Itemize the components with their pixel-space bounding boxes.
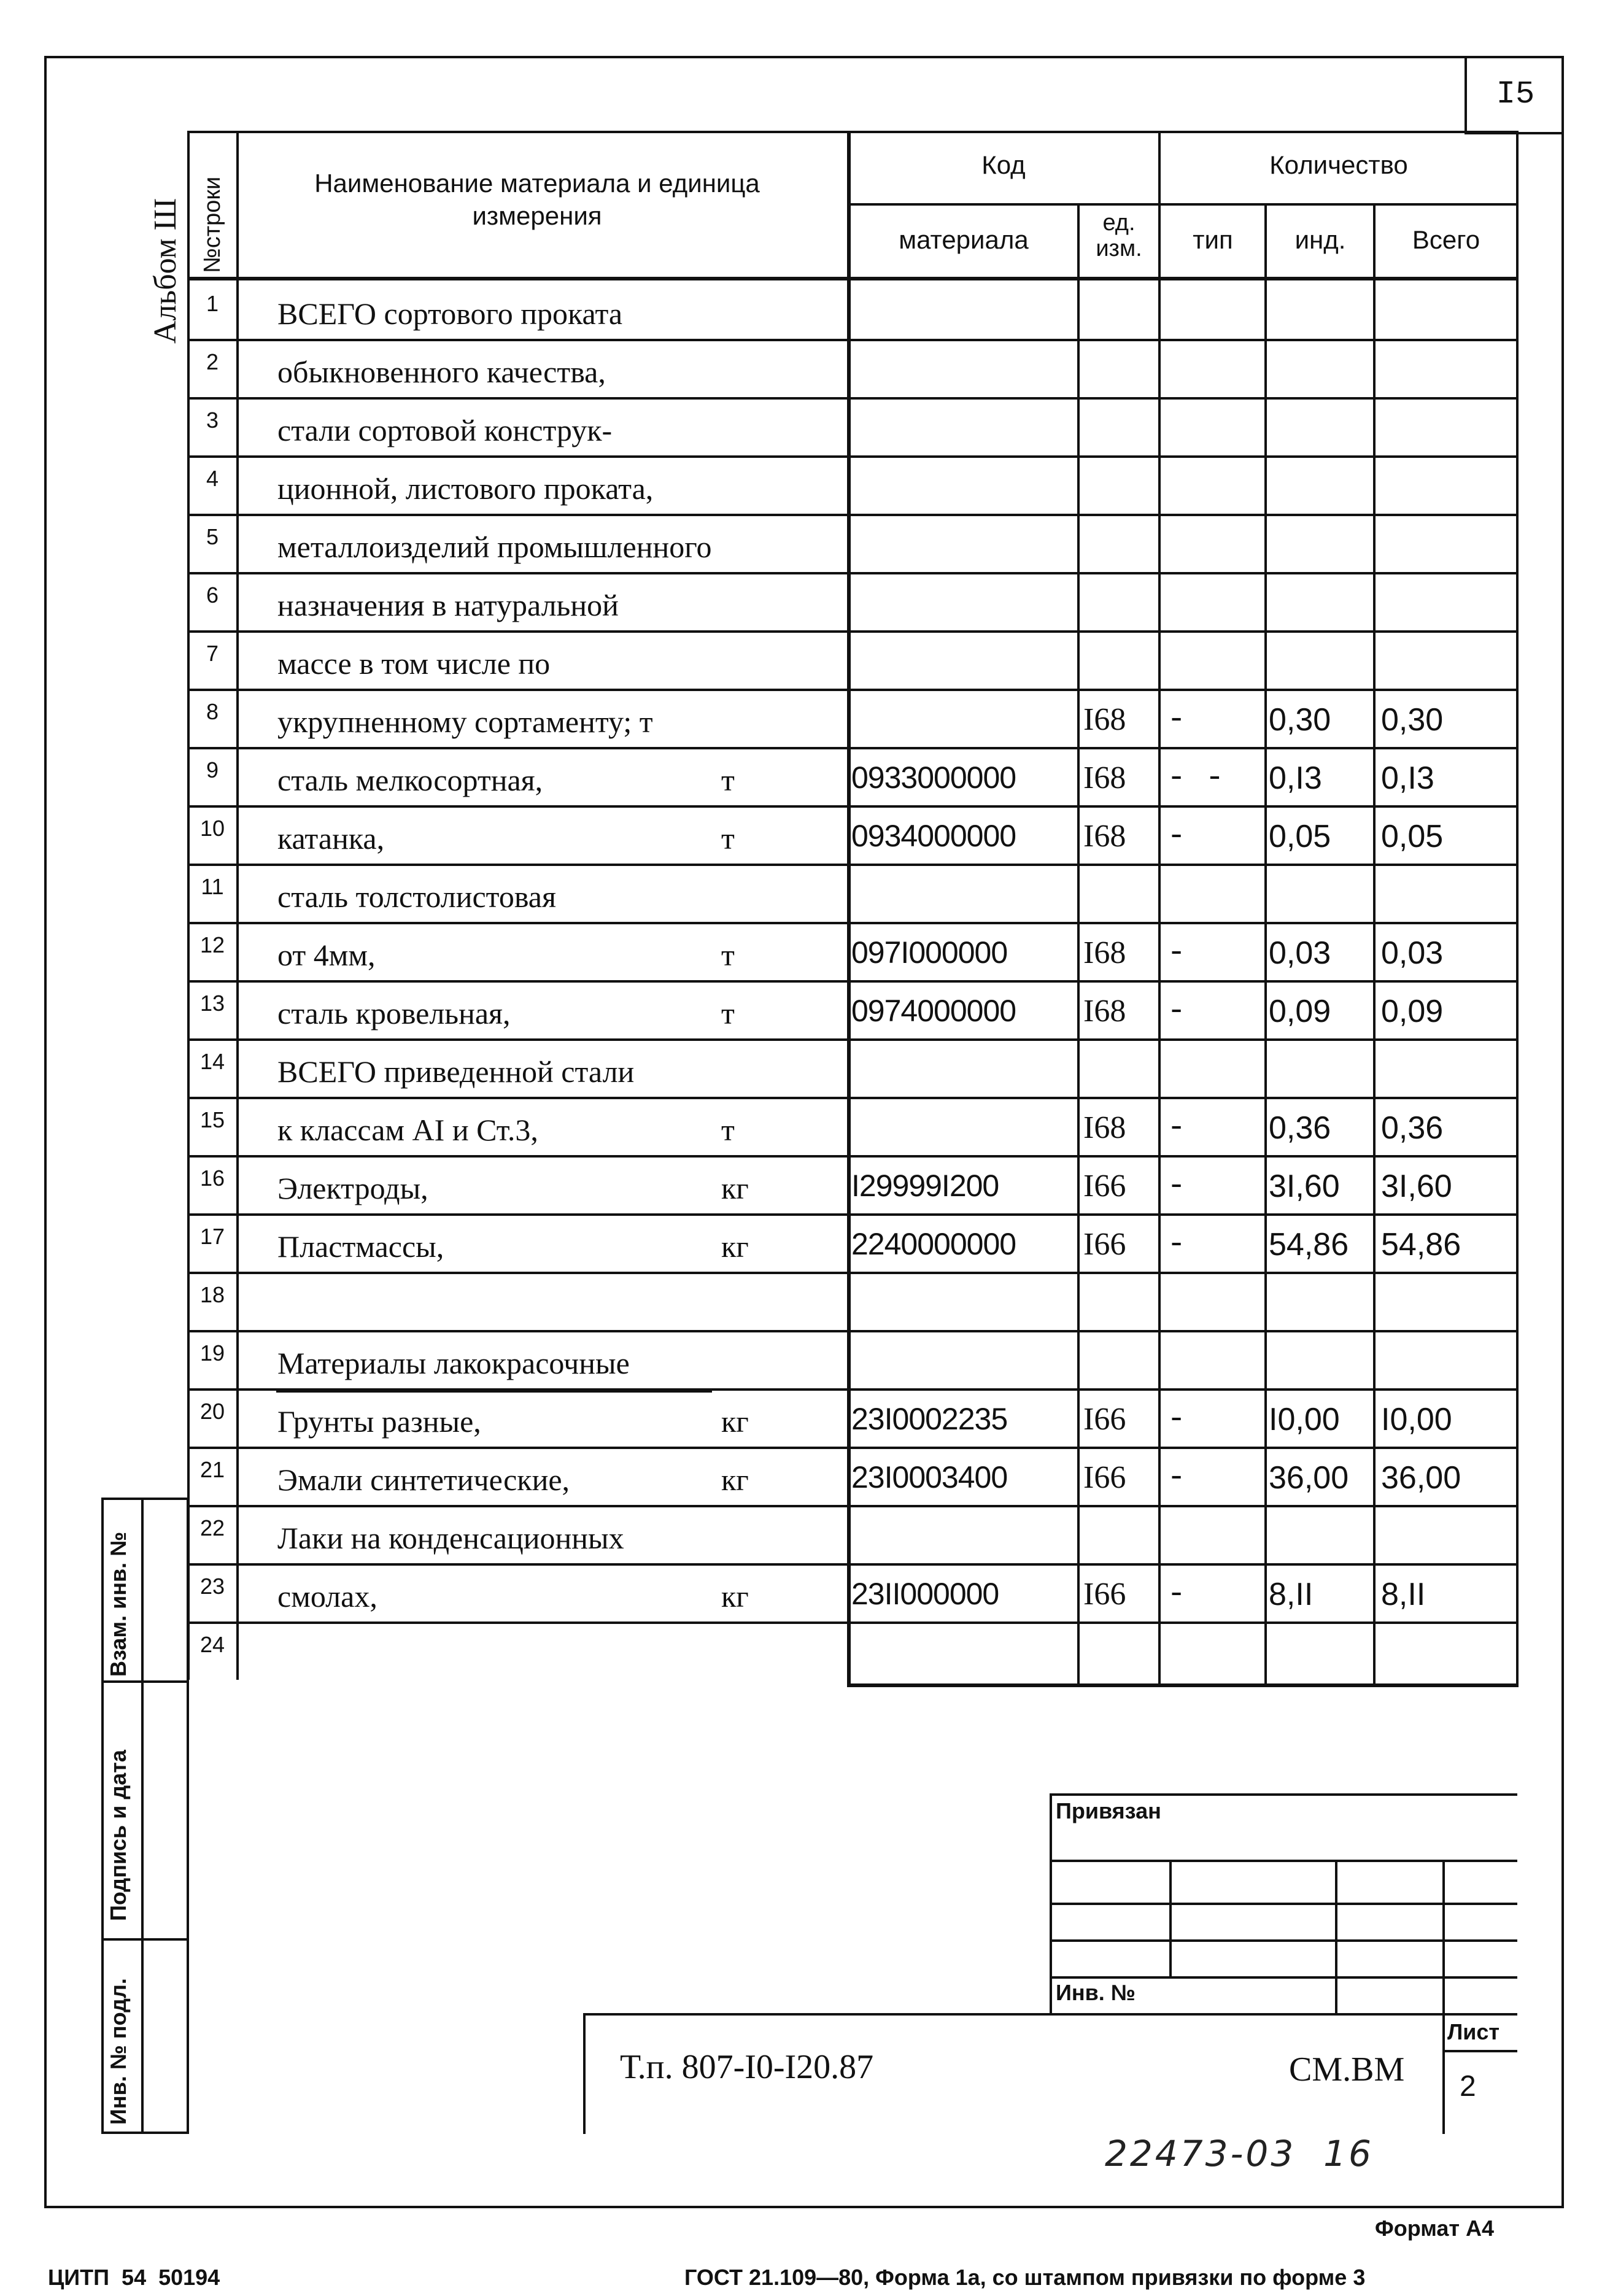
- row-number: 6: [206, 582, 219, 608]
- row-name: сталь кровельная,: [277, 996, 511, 1030]
- tip-header: тип: [1193, 225, 1233, 254]
- name-header: Наименование материала и единица измерения: [314, 169, 760, 230]
- stamp-line: [1442, 2050, 1517, 2052]
- table-row: [187, 630, 1519, 689]
- row-number: 11: [201, 874, 224, 899]
- footer-gost: ГОСТ 21.109—80, Форма 1а, со штампом привязки по форме 3: [684, 2265, 1366, 2290]
- row-name: катанка,: [277, 821, 385, 856]
- row-unit-name: т: [721, 996, 735, 1030]
- table-row: [187, 1330, 1519, 1388]
- row-number: 1: [206, 291, 219, 316]
- row-total: I0,00: [1381, 1402, 1452, 1437]
- table-row: [187, 689, 1519, 747]
- row-unit-name: т: [721, 1113, 735, 1147]
- row-unit-name: т: [721, 763, 735, 797]
- row-number: 21: [199, 1457, 225, 1482]
- row-number: 9: [206, 757, 219, 783]
- doc-mark: СМ.ВМ: [1289, 2051, 1405, 2089]
- row-number: 15: [199, 1107, 225, 1132]
- row-name: к классам АI и Ст.3,: [277, 1113, 538, 1147]
- row-number: 22: [199, 1515, 225, 1540]
- list-value: 2: [1460, 2070, 1476, 2103]
- row-name: укрупненному сортаменту; т: [277, 705, 653, 739]
- footer-left: ЦИТП 54 50194: [48, 2265, 220, 2290]
- row-unit-code: I68: [1083, 702, 1126, 737]
- row-material-code: 0933000000: [851, 760, 1016, 795]
- row-number: 19: [199, 1340, 225, 1366]
- row-name: ВСЕГО сортового проката: [277, 296, 623, 331]
- ind-header: инд.: [1294, 225, 1346, 254]
- stamp-line: [1050, 1939, 1517, 1942]
- table-row: [187, 1388, 1519, 1447]
- material-header: материала: [899, 225, 1029, 254]
- row-total: 0,30: [1381, 702, 1444, 738]
- row-tip: -: [1167, 935, 1186, 971]
- qty-header: Количество: [1269, 150, 1408, 179]
- row-tip: -: [1167, 1401, 1186, 1437]
- sheet-number: I5: [1465, 56, 1564, 134]
- row-name: Материалы лакокрасочные: [277, 1346, 630, 1380]
- row-total: 3I,60: [1381, 1169, 1452, 1204]
- row-ind: 0,05: [1269, 819, 1331, 854]
- row-ind: 54,86: [1269, 1227, 1349, 1262]
- row-number: 10: [199, 816, 225, 841]
- row-material-code: 0934000000: [851, 819, 1016, 853]
- row-unit-code: I66: [1083, 1402, 1126, 1437]
- row-ind: 0,03: [1269, 935, 1331, 971]
- row-number: 8: [206, 699, 219, 724]
- row-total: 8,II: [1381, 1577, 1426, 1612]
- table-row: [187, 1097, 1519, 1155]
- row-ind: 36,00: [1269, 1460, 1349, 1496]
- row-tip: -: [1167, 818, 1186, 854]
- row-material-code: 23I0003400: [851, 1460, 1008, 1494]
- row-unit-name: кг: [721, 1463, 749, 1497]
- unit-header: ед. изм.: [1096, 210, 1142, 261]
- row-material-code: 2240000000: [851, 1227, 1016, 1261]
- table-row: [187, 980, 1519, 1038]
- row-name: Электроды,: [277, 1171, 428, 1205]
- table-row: [187, 1505, 1519, 1563]
- row-tip: -: [1167, 993, 1186, 1029]
- row-name: Пластмассы,: [277, 1229, 444, 1264]
- row-number: 20: [199, 1399, 225, 1424]
- row-ind: 0,30: [1269, 702, 1331, 738]
- row-material-code: I29999I200: [851, 1169, 999, 1203]
- row-tip: -: [1167, 1110, 1186, 1146]
- format-label: Формат А4: [1375, 2216, 1495, 2241]
- handwritten-number: 22473-03 16: [1105, 2133, 1374, 2174]
- row-name: ционной, листового проката,: [277, 471, 654, 506]
- table-row: [187, 280, 1519, 339]
- row-name: назначения в натуральной: [277, 588, 619, 622]
- row-number: 3: [206, 408, 219, 433]
- row-unit-name: т: [721, 821, 735, 856]
- doc-code: Т.п. 807-I0-I20.87: [620, 2048, 874, 2086]
- table-row: [187, 864, 1519, 922]
- row-name: Лаки на конденсационных: [277, 1521, 624, 1555]
- side-stamp-sep1: [101, 1680, 189, 1683]
- table-row: [187, 514, 1519, 572]
- row-unit-code: I66: [1083, 1227, 1126, 1262]
- stamp-vline: [1442, 1860, 1445, 2134]
- row-ind: 0,36: [1269, 1110, 1331, 1146]
- side-stamp-divider: [141, 1498, 144, 2134]
- row-total: 36,00: [1381, 1460, 1461, 1496]
- row-name: от 4мм,: [277, 938, 376, 972]
- row-number: 24: [199, 1632, 225, 1657]
- section-underline: [276, 1391, 712, 1393]
- stamp-line: [1050, 1860, 1517, 1862]
- table-row: [187, 572, 1519, 630]
- row-number: 16: [199, 1165, 225, 1191]
- row-name: сталь толстолистовая: [277, 879, 556, 914]
- row-name: металлоизделий промышленного: [277, 530, 712, 564]
- podpis-label: Подпись и дата: [106, 1750, 131, 1921]
- row-tip: -: [1167, 702, 1186, 738]
- stamp-vline: [1169, 1860, 1172, 1976]
- row-total: 0,03: [1381, 935, 1444, 971]
- stamp-line: [1050, 1903, 1517, 1905]
- row-name: ВСЕГО приведенной стали: [277, 1054, 635, 1089]
- row-unit-name: кг: [721, 1229, 749, 1264]
- row-ind: 0,I3: [1269, 760, 1322, 796]
- table-row: [187, 1213, 1519, 1272]
- row-ind: 8,II: [1269, 1577, 1314, 1612]
- row-unit-code: I68: [1083, 935, 1126, 970]
- table-row: [187, 1447, 1519, 1505]
- row-material-code: 097I000000: [851, 935, 1008, 970]
- row-material-code: 0974000000: [851, 994, 1016, 1028]
- row-unit-code: I66: [1083, 1169, 1126, 1204]
- row-unit-name: т: [721, 938, 735, 972]
- row-number: 4: [206, 466, 219, 491]
- row-number: 17: [199, 1224, 225, 1249]
- row-name: Грунты разные,: [277, 1404, 481, 1439]
- row-material-code: 23I0002235: [851, 1402, 1008, 1436]
- row-name: массе в том числе по: [277, 646, 551, 681]
- row-unit-code: I68: [1083, 994, 1126, 1029]
- table-row: [187, 1622, 1519, 1680]
- row-material-code: 23II000000: [851, 1577, 999, 1611]
- row-number: 2: [206, 349, 219, 374]
- row-number: 12: [199, 932, 225, 957]
- table-row: [187, 805, 1519, 864]
- row-unit-code: I66: [1083, 1460, 1126, 1495]
- row-tip: -: [1167, 1226, 1186, 1262]
- row-ind: 3I,60: [1269, 1169, 1340, 1204]
- row-number: 5: [206, 524, 219, 549]
- row-number: 14: [199, 1049, 225, 1074]
- row-number: 13: [199, 991, 225, 1016]
- table-row: [187, 747, 1519, 805]
- row-name: стали сортовой конструк-: [277, 413, 613, 447]
- row-total: 54,86: [1381, 1227, 1461, 1262]
- list-label: Лист: [1447, 2019, 1500, 2044]
- row-ind: I0,00: [1269, 1402, 1340, 1437]
- stamp-vline: [1335, 1860, 1337, 2013]
- row-tip: -: [1167, 1576, 1186, 1612]
- row-name: смолах,: [277, 1579, 377, 1614]
- code-header: Код: [981, 150, 1026, 179]
- row-total: 0,I3: [1381, 760, 1434, 796]
- materials-table: [187, 131, 1519, 1680]
- row-tip: -: [1167, 1168, 1186, 1204]
- inv-no-label: Инв. №: [1056, 1980, 1136, 2005]
- side-stamp-sep2: [101, 1938, 189, 1941]
- stamp-line: [1050, 1976, 1517, 1979]
- vzam-label: Взам. инв. №: [106, 1531, 131, 1677]
- total-header: Всего: [1412, 225, 1480, 254]
- album-label: Альбом Ш: [148, 198, 183, 344]
- row-unit-name: кг: [721, 1404, 749, 1439]
- table-row: [187, 1155, 1519, 1213]
- table-row: [187, 1272, 1519, 1330]
- rownum-header: №строки: [199, 176, 225, 273]
- inv-podl-label: Инв. № подл.: [106, 1978, 131, 2125]
- row-number: 7: [206, 641, 219, 666]
- row-unit-name: кг: [721, 1579, 749, 1614]
- row-total: 0,05: [1381, 819, 1444, 854]
- row-name: сталь мелкосортная,: [277, 763, 543, 797]
- row-unit-code: I68: [1083, 760, 1126, 795]
- row-tip: - -: [1167, 760, 1225, 796]
- row-unit-code: I68: [1083, 819, 1126, 854]
- row-name: Эмали синтетические,: [277, 1463, 570, 1497]
- row-unit-code: I66: [1083, 1577, 1126, 1612]
- table-row: [187, 1563, 1519, 1622]
- row-tip: -: [1167, 1459, 1186, 1496]
- row-total: 0,36: [1381, 1110, 1444, 1146]
- table-row: [187, 339, 1519, 397]
- row-total: 0,09: [1381, 994, 1444, 1029]
- row-number: 18: [199, 1282, 225, 1307]
- table-row: [187, 455, 1519, 514]
- row-unit-code: I68: [1083, 1110, 1126, 1145]
- row-unit-name: кг: [721, 1171, 749, 1205]
- row-name: обыкновенного качества,: [277, 355, 606, 389]
- privyazan-label: Привязан: [1056, 1798, 1161, 1823]
- table-row: [187, 1038, 1519, 1097]
- row-number: 23: [199, 1574, 225, 1599]
- table-row: [187, 397, 1519, 455]
- table-row: [187, 922, 1519, 980]
- row-ind: 0,09: [1269, 994, 1331, 1029]
